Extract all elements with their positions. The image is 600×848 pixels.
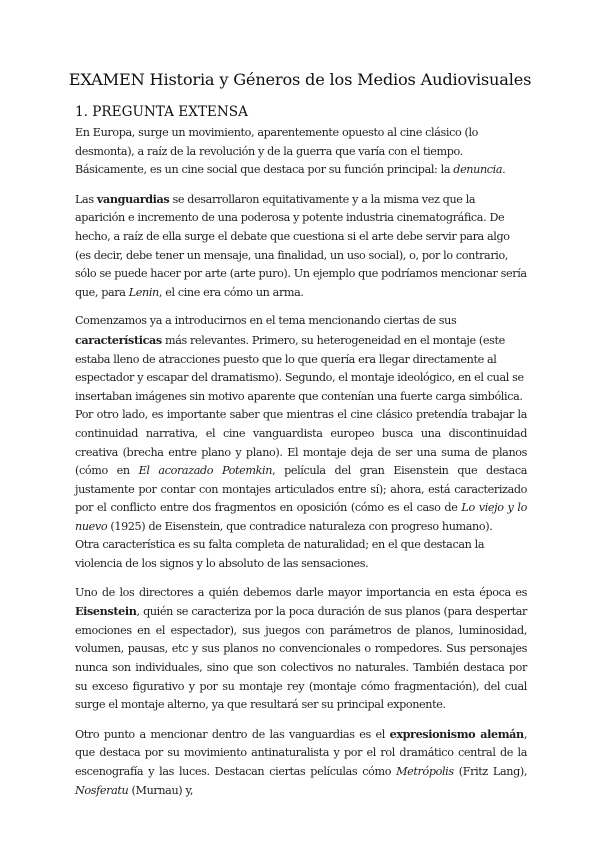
paragraph-eisenstein: Uno de los directores a quién debemos darle mayor importancia en esta época es Eisenstein, quién se caracteriza por la poca duración de sus planos (para despertar emociones en el espectador), sus juegos con parámetros de planos, luminosidad, volumen, pausas, etc y sus planos no convencionales o rompedores. Sus personajes nunca son individuales, sino que son colectivos no naturales. También destaca por su exceso figurativo y por su montaje rey (montaje cómo fragmentación), del cual surge el montaje alterno, ya que resultará ser su principal exponente.: [75, 585, 527, 712]
paragraph-vanguardias: Las vanguardias se desarrollaron equitativamente y a la misma vez que la aparición e incremento de una poderosa y potente industria cinematográfica. De hecho, a raíz de ella surge el debate que cuestiona si el arte debe servir para algo (es decir, debe tener un mensaje, una finalidad, un uso social), o, por lo contrario, sólo se puede hacer por arte (arte puro). Un ejemplo que podríamos mencionar sería que, para Lenin, el cine era cómo un arma.: [75, 191, 527, 299]
paragraph-montaje: Por otro lado, es importante saber que mientras el cine clásico pretendía trabajar la continuidad narrativa, el cine vanguardista europeo busca una discontinuidad creativa (brecha entre plano y plano). El montaje deja de ser una suma de planos (cómo en El acorazado Potemkin, película del gran Eisenstein que destaca justamente por contar con montajes articulados entre sí); ahora, está caracterizado por el conflicto entre dos fragmentos en oposición (cómo es el caso de Lo viejo y lo nuevo (1925) de Eisenstein, que contradice naturaleza con progreso humano).: [75, 408, 528, 533]
paragraph-expresionismo: Otro punto a mencionar dentro de las vanguardias es el expresionismo alemán, que destaca por su movimiento antinaturalista y por el rol dramático central de la escenografía y las luces. Destacan ciertas películas cómo Metrópolis (Fritz Lang), Nosferatu (Murnau) y,: [75, 726, 528, 797]
paragraph-naturalidad: Otra característica es su falta completa de naturalidad; en el que destacan la violencia de los signos y lo absoluto de las sensaciones.: [75, 538, 485, 571]
paragraph-caracteristicas: Comenzamos ya a introducirnos en el tema mencionando ciertas de sus características más relevantes. Primero, su heterogeneidad en el montaje (este estaba lleno de atracciones puesto que lo que quería era llegar directamente al espectador y escapar del dramatismo). Segundo, el montaje ideológico, en el cual se insertaban imágenes sin motivo aparente que contenían una fuerte carga simbólica.: [75, 314, 524, 403]
page-title: EXAMEN Historia y Géneros de los Medios Audiovisuales: [68, 70, 532, 89]
section-heading: 1. PREGUNTA EXTENSA: [75, 104, 248, 120]
document-body: [75, 124, 527, 800]
paragraph-intro: En Europa, surge un movimiento, aparentemente opuesto al cine clásico (lo desmonta), a raíz de la revolución y de la guerra que varía con el tiempo. Básicamente, es un cine social que destaca por su función principal: la denuncia.: [75, 126, 506, 177]
